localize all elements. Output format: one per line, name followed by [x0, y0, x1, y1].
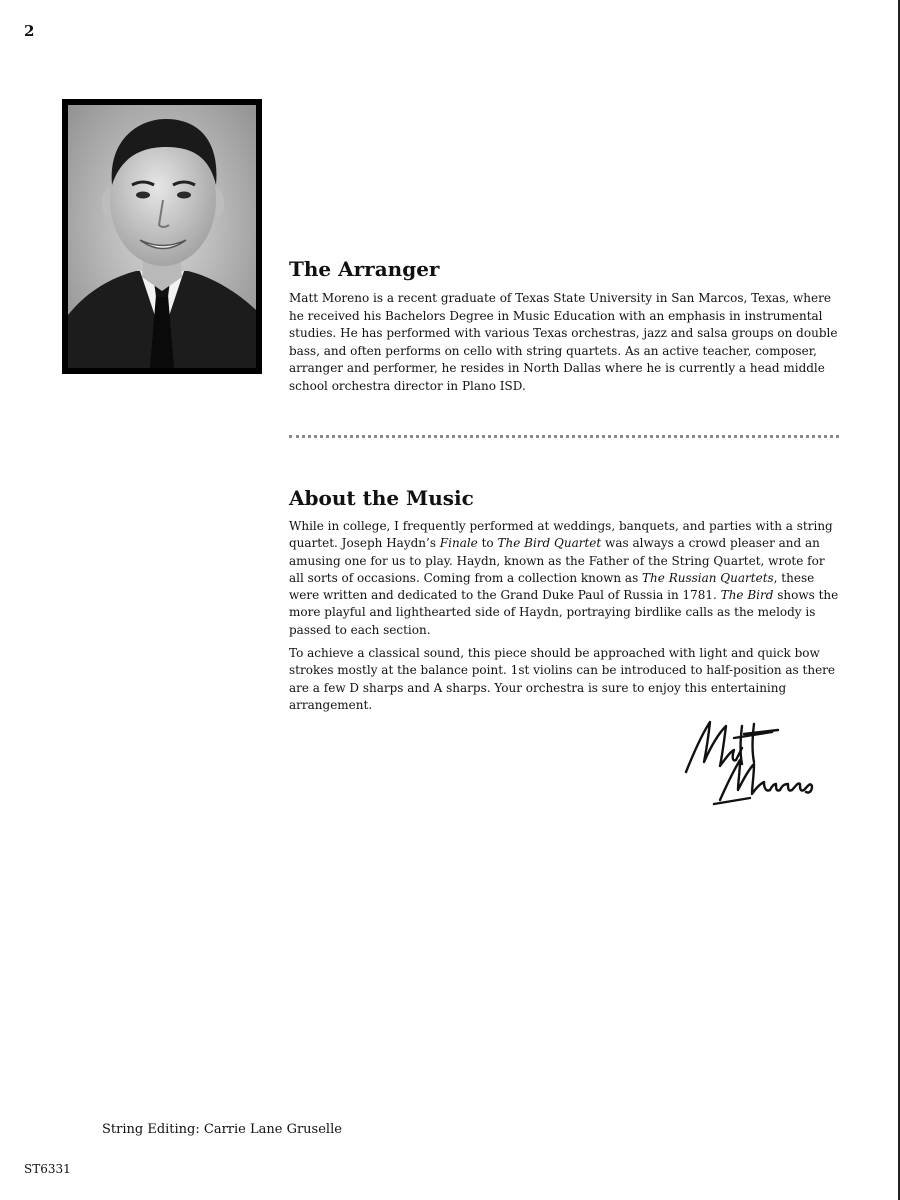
music-paragraph-1: [289, 518, 839, 639]
arranger-heading: The Arranger: [289, 257, 440, 281]
signature-image: [680, 712, 820, 812]
arranger-photo: [62, 99, 262, 374]
music-paragraph-2: To achieve a classical sound, this piece should be approached with light and quick bow strokes mostly at the balance point. 1st violins can be introduced to half-position as there are a few D sharps and A sharps. Your orchestra is sure to enjoy this entertaining arrangement.: [289, 646, 836, 712]
dotted-divider: [289, 435, 839, 438]
music-text-italic: The Bird: [720, 588, 774, 603]
music-text-run: shows the more playful and lighthearted side of Haydn, portraying birdlike calls as the melody is passed to each section.: [289, 588, 839, 637]
string-editing-credit: String Editing: Carrie Lane Gruselle: [102, 1122, 342, 1137]
catalog-code: ST6331: [24, 1162, 71, 1176]
music-text-italic: The Bird Quartet: [497, 536, 602, 551]
music-text-run: was always a crowd pleaser and an amusing one for us to play. Haydn, known as the Father of the String Quartet, wrote for all sorts of occasions. Coming from a collection known as: [289, 536, 825, 585]
music-text-italic: The Russian Quartets: [642, 570, 774, 585]
music-text-run: , these were written and dedicated to the Grand Duke Paul of Russia in 1781.: [289, 570, 815, 603]
portrait-image: [68, 105, 256, 368]
signature: [680, 712, 820, 812]
music-heading: About the Music: [289, 486, 474, 510]
music-text-run: While in college, I frequently performed at weddings, banquets, and parties with a string quartet. Joseph Haydn’s: [289, 519, 833, 551]
music-text-run: to: [477, 536, 498, 551]
arranger-bio: Matt Moreno is a recent graduate of Texas State University in San Marcos, Texas, where he received his Bachelors Degree in Music Education with an emphasis in instrumental studies. He has performed with various Texas orchestras, jazz and salsa groups on double bass, and often performs on cello with string quartets. As an active teacher, composer, arranger and performer, he resides in North Dallas where he is currently a head middle school orchestra director in Plano ISD.: [289, 291, 838, 393]
music-text-italic: Finale: [439, 536, 478, 551]
page-number: 2: [24, 22, 35, 40]
